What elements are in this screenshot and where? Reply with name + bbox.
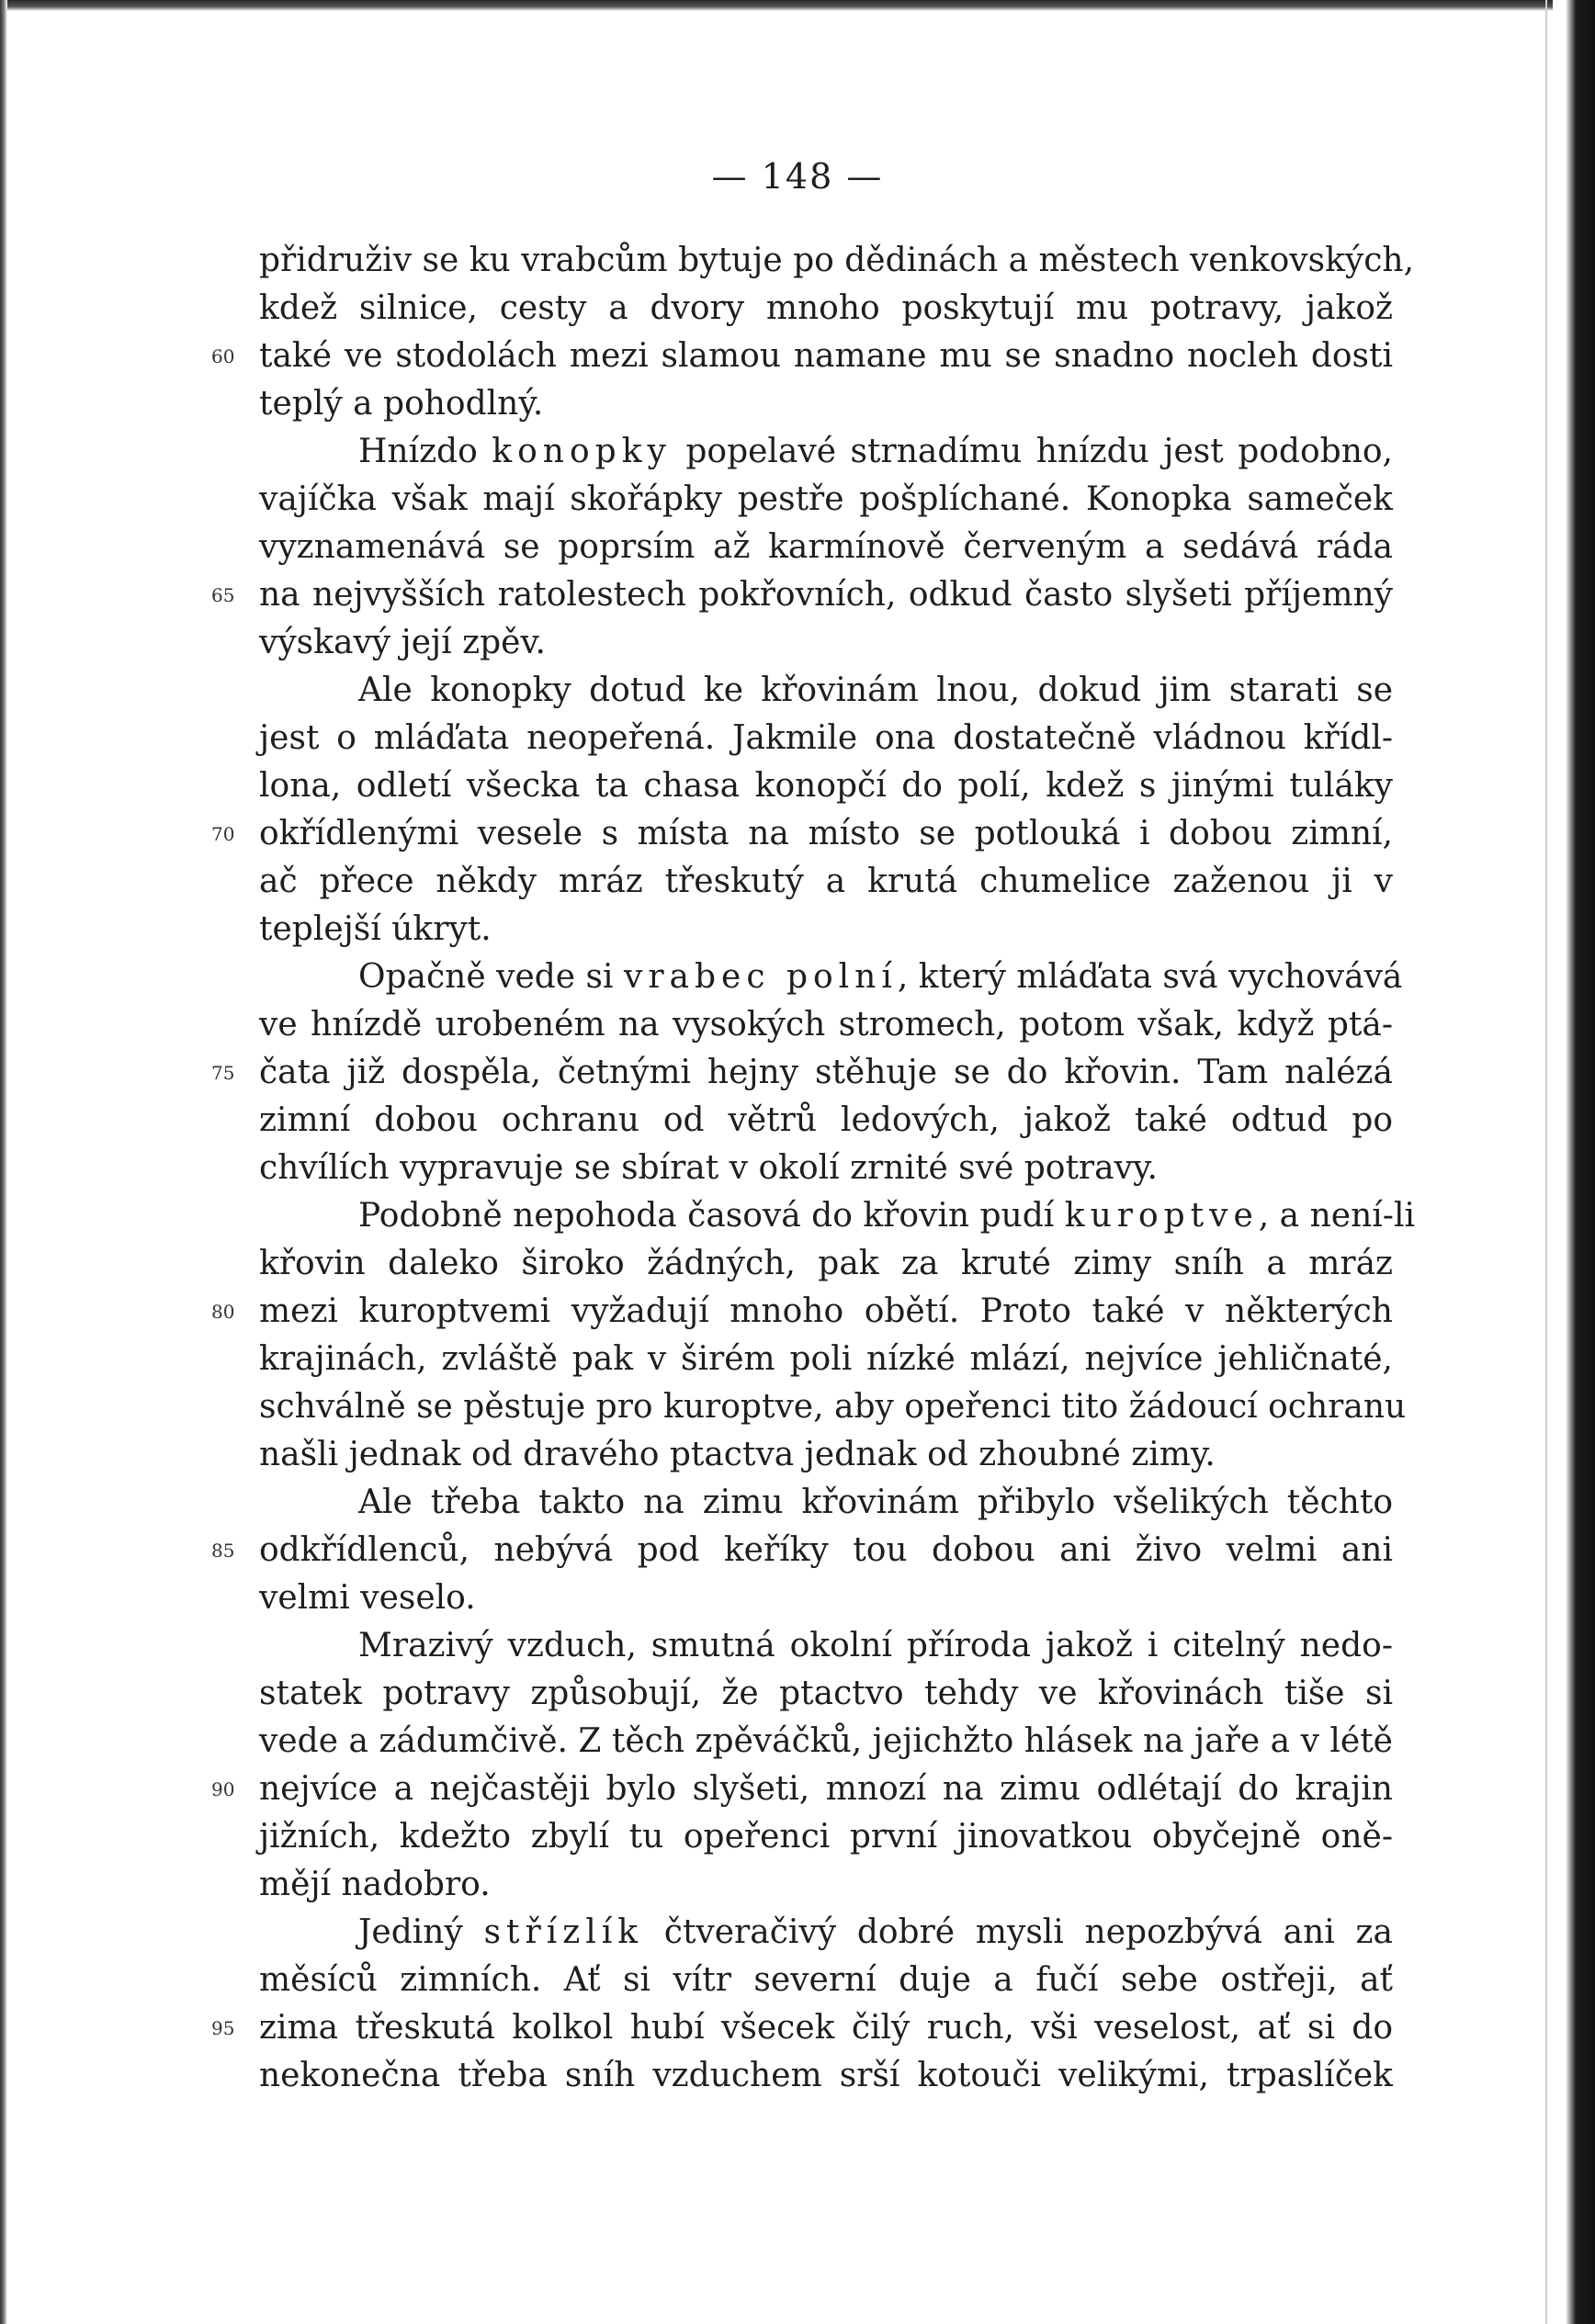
- line-text: teplejší úkryt.: [259, 910, 492, 948]
- scan-right-edge: [1553, 0, 1595, 2324]
- line-text: Opačně vede si vrabec polní, který mláďata svá vychovává: [358, 958, 1403, 996]
- text-line: [259, 1957, 1393, 2004]
- line-text: vede a zádumčivě. Z těch zpěváčků, jejichžto hlásek na jaře a v létě: [259, 1722, 1393, 1760]
- line-text: schválně se pěstuje pro kuroptve, aby opeřenci tito žádoucí ochranu: [259, 1388, 1407, 1426]
- line-text: křovin daleko široko žádných, pak za kruté zimy sníh a mráz: [259, 1245, 1393, 1282]
- text-line: [259, 1909, 1393, 1957]
- line-text: vyznamenává se poprsím až karmínově červeným a sedává ráda: [259, 528, 1393, 566]
- text-line: [259, 1718, 1393, 1766]
- spaced-term: kuroptve: [1064, 1197, 1259, 1235]
- text-line: [259, 858, 1393, 906]
- line-text: Mrazivý vzduch, smutná okolní příroda jakož i citelný nedo-: [358, 1627, 1393, 1664]
- text-line: [211, 1527, 1393, 1574]
- line-text: odkřídlenců, nebývá pod keříky tou dobou ani živo velmi ani: [259, 1531, 1393, 1569]
- line-text: nekonečna třeba sníh vzduchem srší kotouči velikými, trpaslíček: [259, 2057, 1393, 2094]
- text-line: [259, 524, 1393, 571]
- text-line: [211, 1049, 1393, 1097]
- text-line: [259, 2052, 1393, 2100]
- text-line: [259, 906, 1393, 953]
- line-text: našli jednak od dravého ptactva jednak od zhoubné zimy.: [259, 1436, 1216, 1473]
- text-line: [259, 1097, 1393, 1145]
- text-line: [259, 1574, 1393, 1622]
- line-text: jest o mláďata neopeřená. Jakmile ona dostatečně vládnou křídl-: [259, 719, 1393, 757]
- line-text: ve hnízdě urobeném na vysokých stromech, potom však, když ptá-: [259, 1006, 1393, 1044]
- line-text: mezi kuroptvemi vyžadují mnoho obětí. Proto také v některých: [259, 1292, 1393, 1330]
- line-number: 65: [211, 584, 235, 606]
- line-text: teplý a pohodlný.: [259, 385, 544, 423]
- text-line: [211, 810, 1393, 858]
- line-text: velmi veselo.: [259, 1579, 476, 1617]
- text-line: [211, 571, 1393, 619]
- line-number: 80: [211, 1301, 235, 1323]
- text-line: [259, 619, 1393, 667]
- line-text: vajíčka však mají skořápky pestře pošplíchané. Konopka sameček: [259, 480, 1393, 518]
- text-line: [259, 1001, 1393, 1049]
- text-line: [259, 428, 1393, 476]
- line-number: 95: [211, 2017, 235, 2039]
- text-line: [211, 333, 1393, 380]
- text-line: [259, 762, 1393, 810]
- line-text: jižních, kdežto zbylí tu opeřenci první jinovatkou obyčejně oně-: [259, 1818, 1393, 1856]
- line-text: přidruživ se ku vrabcům bytuje po dědinách a městech venkovských,: [259, 242, 1415, 279]
- line-number: 85: [211, 1540, 235, 1562]
- line-text: čata již dospěla, četnými hejny stěhuje se do křovin. Tam nalézá: [259, 1054, 1393, 1091]
- text-line: [211, 1288, 1393, 1336]
- text-line: [259, 1192, 1415, 1240]
- text-line: [259, 715, 1393, 762]
- text-line: [259, 1479, 1393, 1527]
- text-line: [259, 285, 1393, 333]
- spaced-term: konopky: [492, 433, 672, 470]
- line-text: chvílích vypravuje se sbírat v okolí zrnité své potravy.: [259, 1149, 1158, 1187]
- line-text: statek potravy způsobují, že ptactvo tehdy ve křovinách tiše si: [259, 1675, 1393, 1712]
- text-line: [259, 1861, 1393, 1909]
- scan-left-edge: [0, 0, 7, 2324]
- line-text: mějí nadobro.: [259, 1866, 491, 1903]
- text-line: [259, 476, 1393, 524]
- line-number: 90: [211, 1778, 235, 1800]
- line-text: zimní dobou ochranu od větrů ledových, jakož také odtud po: [259, 1101, 1393, 1139]
- line-text: Hnízdo konopky popelavé strnadímu hnízdu jest podobno,: [358, 433, 1394, 470]
- text-line: [259, 667, 1393, 715]
- text-line: [259, 237, 1415, 285]
- text-line: [259, 1240, 1393, 1288]
- line-text: kdež silnice, cesty a dvory mnoho poskytují mu potravy, jakož: [259, 289, 1393, 327]
- line-text: Ale třeba takto na zimu křovinám přibylo všelikých těchto: [358, 1484, 1393, 1521]
- scan-top-edge: [0, 0, 1595, 11]
- line-text: lona, odletí všecka ta chasa konopčí do polí, kdež s jinými tuláky: [259, 767, 1393, 805]
- line-text: krajinách, zvláště pak v širém poli nízké mlází, nejvíce jehličnaté,: [259, 1340, 1393, 1378]
- text-line: [259, 1431, 1393, 1479]
- scan-gutter-line: [1545, 0, 1547, 2324]
- line-text: Podobně nepohoda časová do křovin pudí kuroptve, a není-li: [358, 1197, 1415, 1235]
- text-line: [259, 380, 1393, 428]
- text-line: [259, 953, 1403, 1001]
- text-line: [259, 1813, 1393, 1861]
- spaced-term: vrabec polní: [623, 958, 898, 996]
- line-text: ač přece někdy mráz třeskutý a krutá chumelice zaženou ji v: [259, 863, 1393, 900]
- line-text: výskavý její zpěv.: [259, 624, 546, 661]
- line-text: Jediný střízlík čtveračivý dobré mysli nepozbývá ani za: [358, 1913, 1393, 1951]
- line-number: 60: [211, 345, 235, 367]
- line-text: na nejvyšších ratolestech pokřovních, odkud často slyšeti příjemný: [259, 576, 1393, 614]
- text-line: [259, 1670, 1393, 1718]
- line-text: Ale konopky dotud ke křovinám lnou, dokud jim starati se: [358, 671, 1393, 709]
- text-line: [211, 1766, 1393, 1813]
- text-line: [259, 1383, 1407, 1431]
- spaced-term: střízlík: [483, 1913, 644, 1951]
- text-line: [211, 2004, 1393, 2052]
- line-text: zima třeskutá kolkol hubí všecek čilý ruch, vši veselost, ať si do: [259, 2009, 1393, 2047]
- line-text: okřídlenými vesele s místa na místo se potlouká i dobou zimní,: [259, 815, 1393, 852]
- text-line: [259, 1336, 1393, 1383]
- text-line: [259, 1622, 1393, 1670]
- line-text: nejvíce a nejčastěji bylo slyšeti, mnozí na zimu odlétají do krajin: [259, 1770, 1393, 1808]
- line-text: měsíců zimních. Ať si vítr severní duje a fučí sebe ostřeji, ať: [259, 1961, 1393, 1999]
- line-number: 75: [211, 1062, 235, 1084]
- line-text: také ve stodolách mezi slamou namane mu se snadno nocleh dosti: [259, 337, 1393, 375]
- page-number: — 148 —: [711, 156, 884, 197]
- text-line: [259, 1145, 1393, 1192]
- line-number: 70: [211, 823, 235, 845]
- body-text: [211, 237, 1415, 2100]
